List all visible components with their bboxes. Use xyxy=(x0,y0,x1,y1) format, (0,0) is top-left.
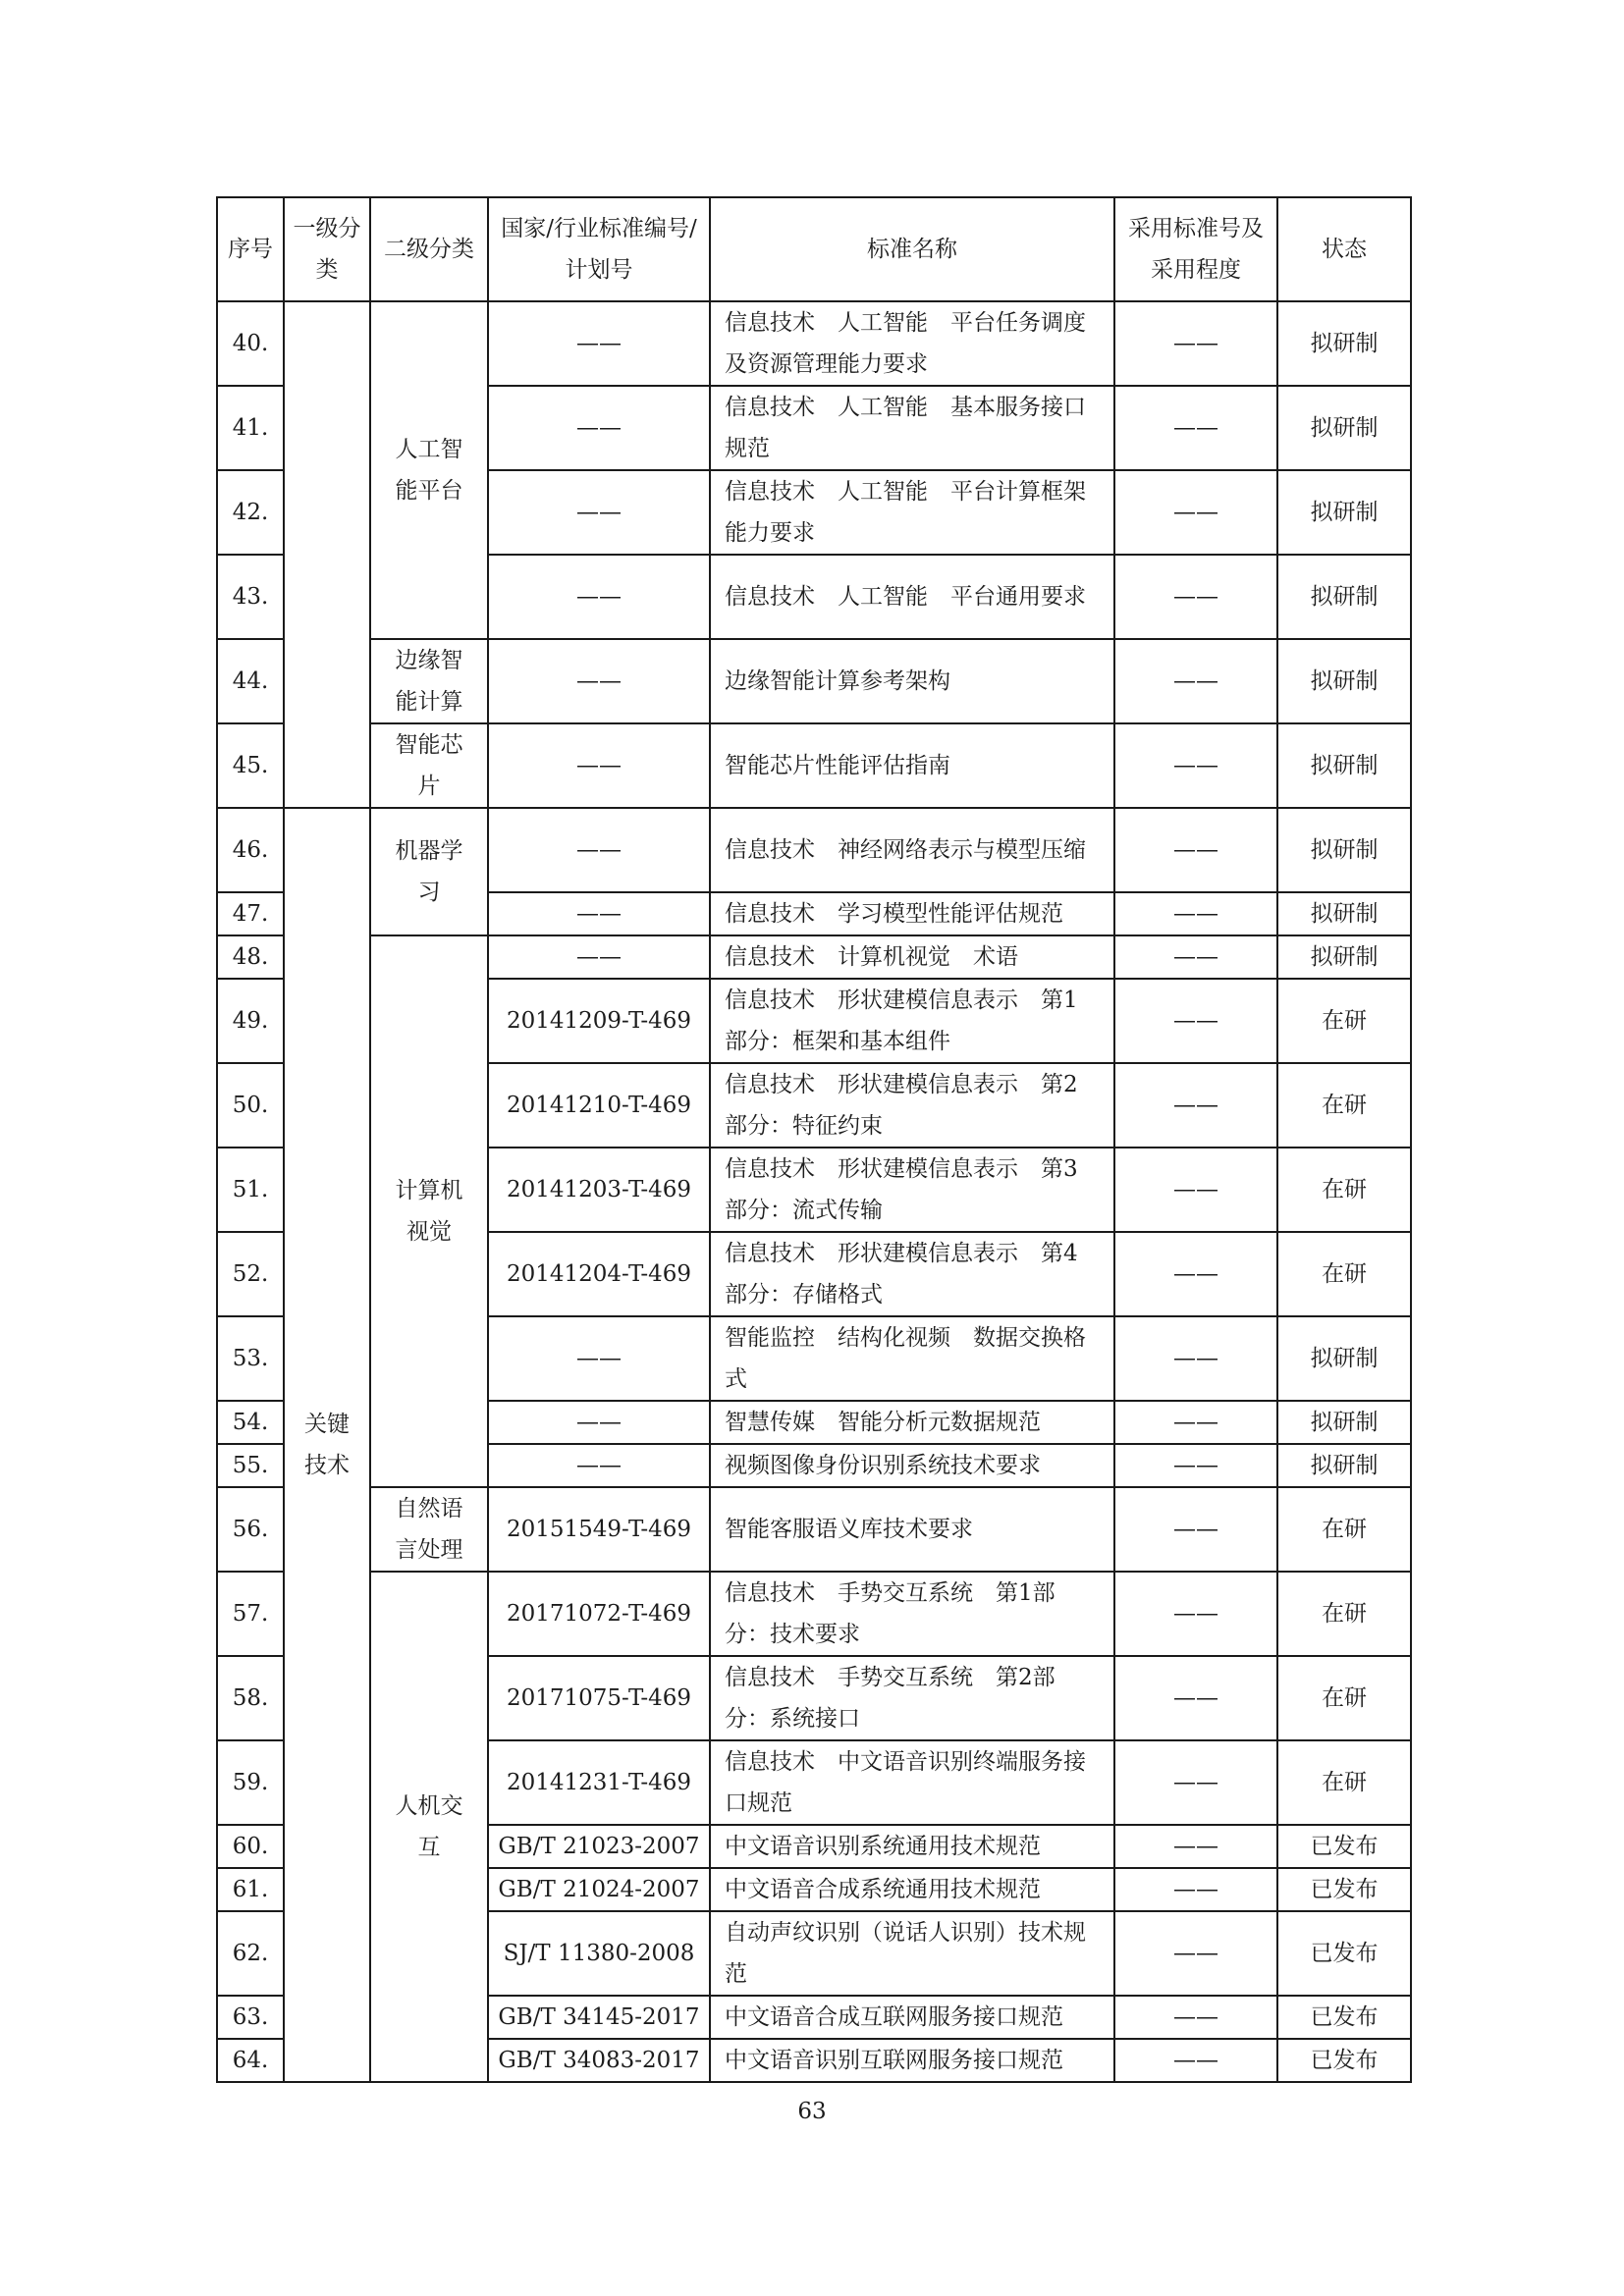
row-seq: 41. xyxy=(217,386,284,470)
row-status: 拟研制 xyxy=(1277,723,1411,808)
level2-edge: 边缘智能计算 xyxy=(370,639,488,723)
level2-ai-platform: 人工智能平台 xyxy=(370,301,488,639)
table-header-row xyxy=(217,197,1411,301)
row-seq: 43. xyxy=(217,555,284,639)
table-row xyxy=(217,935,1411,979)
level1-key-tech: 关键技术 xyxy=(284,808,370,2082)
row-code: —— xyxy=(488,1401,710,1444)
row-adopt: —— xyxy=(1114,1232,1277,1316)
row-code: GB/T 21024-2007 xyxy=(488,1868,710,1911)
row-seq: 44. xyxy=(217,639,284,723)
row-status: 拟研制 xyxy=(1277,301,1411,386)
row-code: —— xyxy=(488,808,710,892)
table-row xyxy=(217,639,1411,723)
row-code: SJ/T 11380-2008 xyxy=(488,1911,710,1996)
row-seq: 51. xyxy=(217,1148,284,1232)
page-number: 63 xyxy=(797,2099,827,2124)
row-status: 在研 xyxy=(1277,979,1411,1063)
header-code: 国家/行业标准编号/计划号 xyxy=(488,197,710,301)
row-adopt: —— xyxy=(1114,1825,1277,1868)
row-seq: 50. xyxy=(217,1063,284,1148)
row-name: 智能监控 结构化视频 数据交换格式 xyxy=(710,1316,1114,1401)
row-status: 在研 xyxy=(1277,1572,1411,1656)
table-row xyxy=(217,723,1411,808)
row-status: 在研 xyxy=(1277,1740,1411,1825)
row-code: —— xyxy=(488,639,710,723)
table-row xyxy=(217,1487,1411,1572)
row-seq: 49. xyxy=(217,979,284,1063)
row-name: 信息技术 人工智能 平台计算框架能力要求 xyxy=(710,470,1114,555)
row-adopt: —— xyxy=(1114,301,1277,386)
row-code: —— xyxy=(488,301,710,386)
row-seq: 60. xyxy=(217,1825,284,1868)
row-code: GB/T 21023-2007 xyxy=(488,1825,710,1868)
row-status: 在研 xyxy=(1277,1063,1411,1148)
row-name: 信息技术 手势交互系统 第1部分：技术要求 xyxy=(710,1572,1114,1656)
level1-cell-empty xyxy=(284,301,370,808)
row-name: 信息技术 形状建模信息表示 第1部分：框架和基本组件 xyxy=(710,979,1114,1063)
row-adopt: —— xyxy=(1114,1911,1277,1996)
row-adopt: —— xyxy=(1114,1487,1277,1572)
table-row xyxy=(217,301,1411,386)
row-seq: 56. xyxy=(217,1487,284,1572)
row-name: 信息技术 神经网络表示与模型压缩 xyxy=(710,808,1114,892)
row-name: 中文语音识别互联网服务接口规范 xyxy=(710,2039,1114,2082)
row-name: 信息技术 中文语音识别终端服务接口规范 xyxy=(710,1740,1114,1825)
row-adopt: —— xyxy=(1114,808,1277,892)
row-seq: 58. xyxy=(217,1656,284,1740)
row-name: 边缘智能计算参考架构 xyxy=(710,639,1114,723)
row-name: 信息技术 形状建模信息表示 第2部分：特征约束 xyxy=(710,1063,1114,1148)
row-status: 拟研制 xyxy=(1277,386,1411,470)
row-adopt: —— xyxy=(1114,386,1277,470)
row-adopt: —— xyxy=(1114,639,1277,723)
header-level1: 一级分类 xyxy=(284,197,370,301)
row-name: 中文语音合成系统通用技术规范 xyxy=(710,1868,1114,1911)
row-code: 20171072-T-469 xyxy=(488,1572,710,1656)
row-adopt: —— xyxy=(1114,1740,1277,1825)
header-adopt: 采用标准号及采用程度 xyxy=(1114,197,1277,301)
row-code: GB/T 34145-2017 xyxy=(488,1996,710,2039)
row-status: 拟研制 xyxy=(1277,1444,1411,1487)
level2-hci: 人机交互 xyxy=(370,1572,488,2082)
row-seq: 61. xyxy=(217,1868,284,1911)
row-seq: 55. xyxy=(217,1444,284,1487)
row-adopt: —— xyxy=(1114,2039,1277,2082)
row-code: GB/T 34083-2017 xyxy=(488,2039,710,2082)
row-status: 已发布 xyxy=(1277,1911,1411,1996)
row-name: 视频图像身份识别系统技术要求 xyxy=(710,1444,1114,1487)
row-name: 自动声纹识别（说话人识别）技术规范 xyxy=(710,1911,1114,1996)
level2-cv: 计算机视觉 xyxy=(370,935,488,1487)
row-name: 智能客服语义库技术要求 xyxy=(710,1487,1114,1572)
row-name: 信息技术 计算机视觉 术语 xyxy=(710,935,1114,979)
row-code: 20141203-T-469 xyxy=(488,1148,710,1232)
row-code: 20141210-T-469 xyxy=(488,1063,710,1148)
row-seq: 62. xyxy=(217,1911,284,1996)
row-status: 拟研制 xyxy=(1277,935,1411,979)
row-adopt: —— xyxy=(1114,555,1277,639)
row-adopt: —— xyxy=(1114,892,1277,935)
row-adopt: —— xyxy=(1114,1401,1277,1444)
row-adopt: —— xyxy=(1114,1656,1277,1740)
row-adopt: —— xyxy=(1114,1868,1277,1911)
row-seq: 53. xyxy=(217,1316,284,1401)
row-code: —— xyxy=(488,723,710,808)
level2-nlp: 自然语言处理 xyxy=(370,1487,488,1572)
row-name: 中文语音识别系统通用技术规范 xyxy=(710,1825,1114,1868)
row-code: —— xyxy=(488,892,710,935)
row-name: 信息技术 人工智能 平台通用要求 xyxy=(710,555,1114,639)
row-code: 20141231-T-469 xyxy=(488,1740,710,1825)
row-adopt: —— xyxy=(1114,935,1277,979)
row-seq: 52. xyxy=(217,1232,284,1316)
row-status: 在研 xyxy=(1277,1232,1411,1316)
row-code: —— xyxy=(488,386,710,470)
row-adopt: —— xyxy=(1114,1996,1277,2039)
row-status: 拟研制 xyxy=(1277,470,1411,555)
row-code: —— xyxy=(488,935,710,979)
row-status: 拟研制 xyxy=(1277,808,1411,892)
row-status: 已发布 xyxy=(1277,1868,1411,1911)
row-status: 拟研制 xyxy=(1277,555,1411,639)
row-seq: 46. xyxy=(217,808,284,892)
row-status: 在研 xyxy=(1277,1656,1411,1740)
header-seq: 序号 xyxy=(217,197,284,301)
row-seq: 64. xyxy=(217,2039,284,2082)
row-status: 拟研制 xyxy=(1277,892,1411,935)
row-adopt: —— xyxy=(1114,979,1277,1063)
header-level2: 二级分类 xyxy=(370,197,488,301)
row-status: 拟研制 xyxy=(1277,1316,1411,1401)
row-name: 中文语音合成互联网服务接口规范 xyxy=(710,1996,1114,2039)
row-seq: 42. xyxy=(217,470,284,555)
header-status: 状态 xyxy=(1277,197,1411,301)
row-code: —— xyxy=(488,470,710,555)
row-adopt: —— xyxy=(1114,723,1277,808)
row-code: —— xyxy=(488,1444,710,1487)
row-status: 在研 xyxy=(1277,1148,1411,1232)
row-status: 已发布 xyxy=(1277,1825,1411,1868)
row-name: 智能芯片性能评估指南 xyxy=(710,723,1114,808)
row-code: 20141204-T-469 xyxy=(488,1232,710,1316)
row-code: 20151549-T-469 xyxy=(488,1487,710,1572)
row-seq: 48. xyxy=(217,935,284,979)
row-adopt: —— xyxy=(1114,1063,1277,1148)
row-name: 信息技术 人工智能 平台任务调度及资源管理能力要求 xyxy=(710,301,1114,386)
row-seq: 54. xyxy=(217,1401,284,1444)
row-code: —— xyxy=(488,1316,710,1401)
row-seq: 63. xyxy=(217,1996,284,2039)
row-adopt: —— xyxy=(1114,1572,1277,1656)
header-name: 标准名称 xyxy=(710,197,1114,301)
row-code: 20171075-T-469 xyxy=(488,1656,710,1740)
row-name: 信息技术 学习模型性能评估规范 xyxy=(710,892,1114,935)
level2-ml: 机器学习 xyxy=(370,808,488,935)
row-name: 信息技术 手势交互系统 第2部分：系统接口 xyxy=(710,1656,1114,1740)
row-seq: 47. xyxy=(217,892,284,935)
row-seq: 57. xyxy=(217,1572,284,1656)
row-adopt: —— xyxy=(1114,1316,1277,1401)
row-name: 信息技术 人工智能 基本服务接口规范 xyxy=(710,386,1114,470)
table-row xyxy=(217,808,1411,892)
row-status: 已发布 xyxy=(1277,1996,1411,2039)
row-name: 信息技术 形状建模信息表示 第4部分：存储格式 xyxy=(710,1232,1114,1316)
table-row xyxy=(217,1572,1411,1656)
row-status: 在研 xyxy=(1277,1487,1411,1572)
row-status: 拟研制 xyxy=(1277,1401,1411,1444)
row-code: —— xyxy=(488,555,710,639)
row-name: 智慧传媒 智能分析元数据规范 xyxy=(710,1401,1114,1444)
row-seq: 59. xyxy=(217,1740,284,1825)
row-status: 已发布 xyxy=(1277,2039,1411,2082)
row-name: 信息技术 形状建模信息表示 第3部分：流式传输 xyxy=(710,1148,1114,1232)
row-status: 拟研制 xyxy=(1277,639,1411,723)
row-adopt: —— xyxy=(1114,470,1277,555)
level2-chip: 智能芯片 xyxy=(370,723,488,808)
row-adopt: —— xyxy=(1114,1148,1277,1232)
row-code: 20141209-T-469 xyxy=(488,979,710,1063)
standards-table xyxy=(216,196,1412,2083)
row-seq: 45. xyxy=(217,723,284,808)
row-adopt: —— xyxy=(1114,1444,1277,1487)
row-seq: 40. xyxy=(217,301,284,386)
